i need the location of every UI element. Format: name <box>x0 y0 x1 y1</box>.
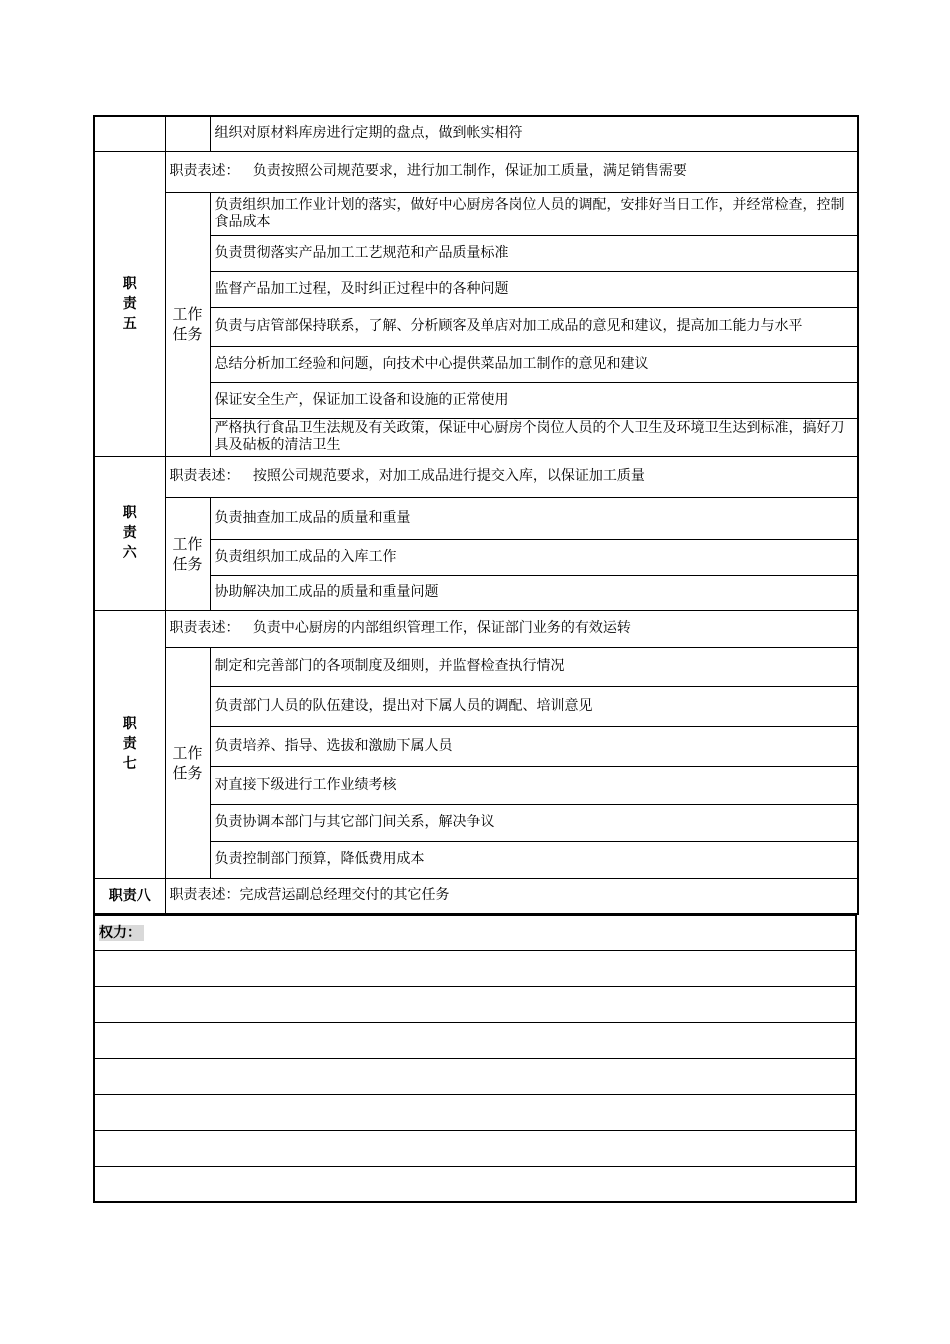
work-task-label: 工作 任务 <box>165 192 210 456</box>
work-task-label: 工作 任务 <box>165 647 210 878</box>
table-row <box>94 151 858 192</box>
job-description-sheet <box>93 115 857 1203</box>
blank-cell <box>94 1059 856 1095</box>
duty8-title: 职责八 <box>94 878 165 914</box>
blank-cell <box>94 1095 856 1131</box>
table-row <box>94 497 858 539</box>
duty8-statement: 职责表述：完成营运副总经理交付的其它任务 <box>165 878 858 914</box>
task-cell: 对直接下级进行工作业绩考核 <box>210 766 858 804</box>
task-cell: 协助解决加工成品的质量和重量问题 <box>210 575 858 610</box>
blank-row <box>94 1095 856 1131</box>
blank-row <box>94 1167 856 1202</box>
task-cell: 组织对原材料库房进行定期的盘点，做到帐实相符 <box>210 116 858 151</box>
duty7-title: 职 责 七 <box>94 610 165 878</box>
blank-cell <box>94 951 856 987</box>
table-row <box>94 878 858 914</box>
task-cell: 负责抽查加工成品的质量和重量 <box>210 497 858 539</box>
blank-row <box>94 1059 856 1095</box>
blank-row <box>94 987 856 1023</box>
blank-row <box>94 951 856 987</box>
blank-cell <box>94 1131 856 1167</box>
duty5-title: 职 责 五 <box>94 151 165 456</box>
table-row <box>94 456 858 497</box>
task-cell: 负责组织加工作业计划的落实，做好中心厨房各岗位人员的调配，安排好当日工作，并经常检查，控制食品成本 <box>210 192 858 235</box>
empty-cell <box>165 116 210 151</box>
task-cell: 负责与店管部保持联系，了解、分析顾客及单店对加工成品的意见和建议，提高加工能力与水平 <box>210 307 858 346</box>
table-row <box>94 192 858 235</box>
blank-cell <box>94 1023 856 1059</box>
duty5-statement: 职责表述： 负责按照公司规范要求，进行加工制作，保证加工质量，满足销售需要 <box>165 151 858 192</box>
task-cell: 保证安全生产，保证加工设备和设施的正常使用 <box>210 382 858 418</box>
blank-cell <box>94 1167 856 1202</box>
table-row <box>94 610 858 647</box>
task-cell: 总结分析加工经验和问题，向技术中心提供菜品加工制作的意见和建议 <box>210 346 858 382</box>
task-cell: 负责协调本部门与其它部门间关系，解决争议 <box>210 804 858 841</box>
empty-cell <box>94 116 165 151</box>
duty7-statement: 职责表述： 负责中心厨房的内部组织管理工作，保证部门业务的有效运转 <box>165 610 858 647</box>
task-cell: 负责培养、指导、选拔和激励下属人员 <box>210 726 858 766</box>
task-cell: 负责组织加工成品的入库工作 <box>210 539 858 575</box>
duties-table <box>93 115 859 915</box>
work-task-label: 工作 任务 <box>165 497 210 610</box>
blank-cell <box>94 987 856 1023</box>
task-cell: 监督产品加工过程，及时纠正过程中的各种问题 <box>210 271 858 307</box>
duty6-title: 职 责 六 <box>94 456 165 610</box>
blank-row <box>94 1131 856 1167</box>
table-row <box>94 116 858 151</box>
task-cell: 严格执行食品卫生法规及有关政策，保证中心厨房个岗位人员的个人卫生及环境卫生达到标准，搞好刀具及砧板的清洁卫生 <box>210 418 858 456</box>
duty6-statement: 职责表述： 按照公司规范要求，对加工成品进行提交入库，以保证加工质量 <box>165 456 858 497</box>
power-heading: 权力： <box>94 916 856 951</box>
task-cell: 负责贯彻落实产品加工工艺规范和产品质量标准 <box>210 235 858 271</box>
table-row <box>94 647 858 686</box>
task-cell: 负责控制部门预算，降低费用成本 <box>210 841 858 878</box>
task-cell: 制定和完善部门的各项制度及细则，并监督检查执行情况 <box>210 647 858 686</box>
table-row <box>94 916 856 951</box>
task-cell: 负责部门人员的队伍建设，提出对下属人员的调配、培训意见 <box>210 686 858 726</box>
blank-row <box>94 1023 856 1059</box>
power-table <box>93 915 857 1203</box>
